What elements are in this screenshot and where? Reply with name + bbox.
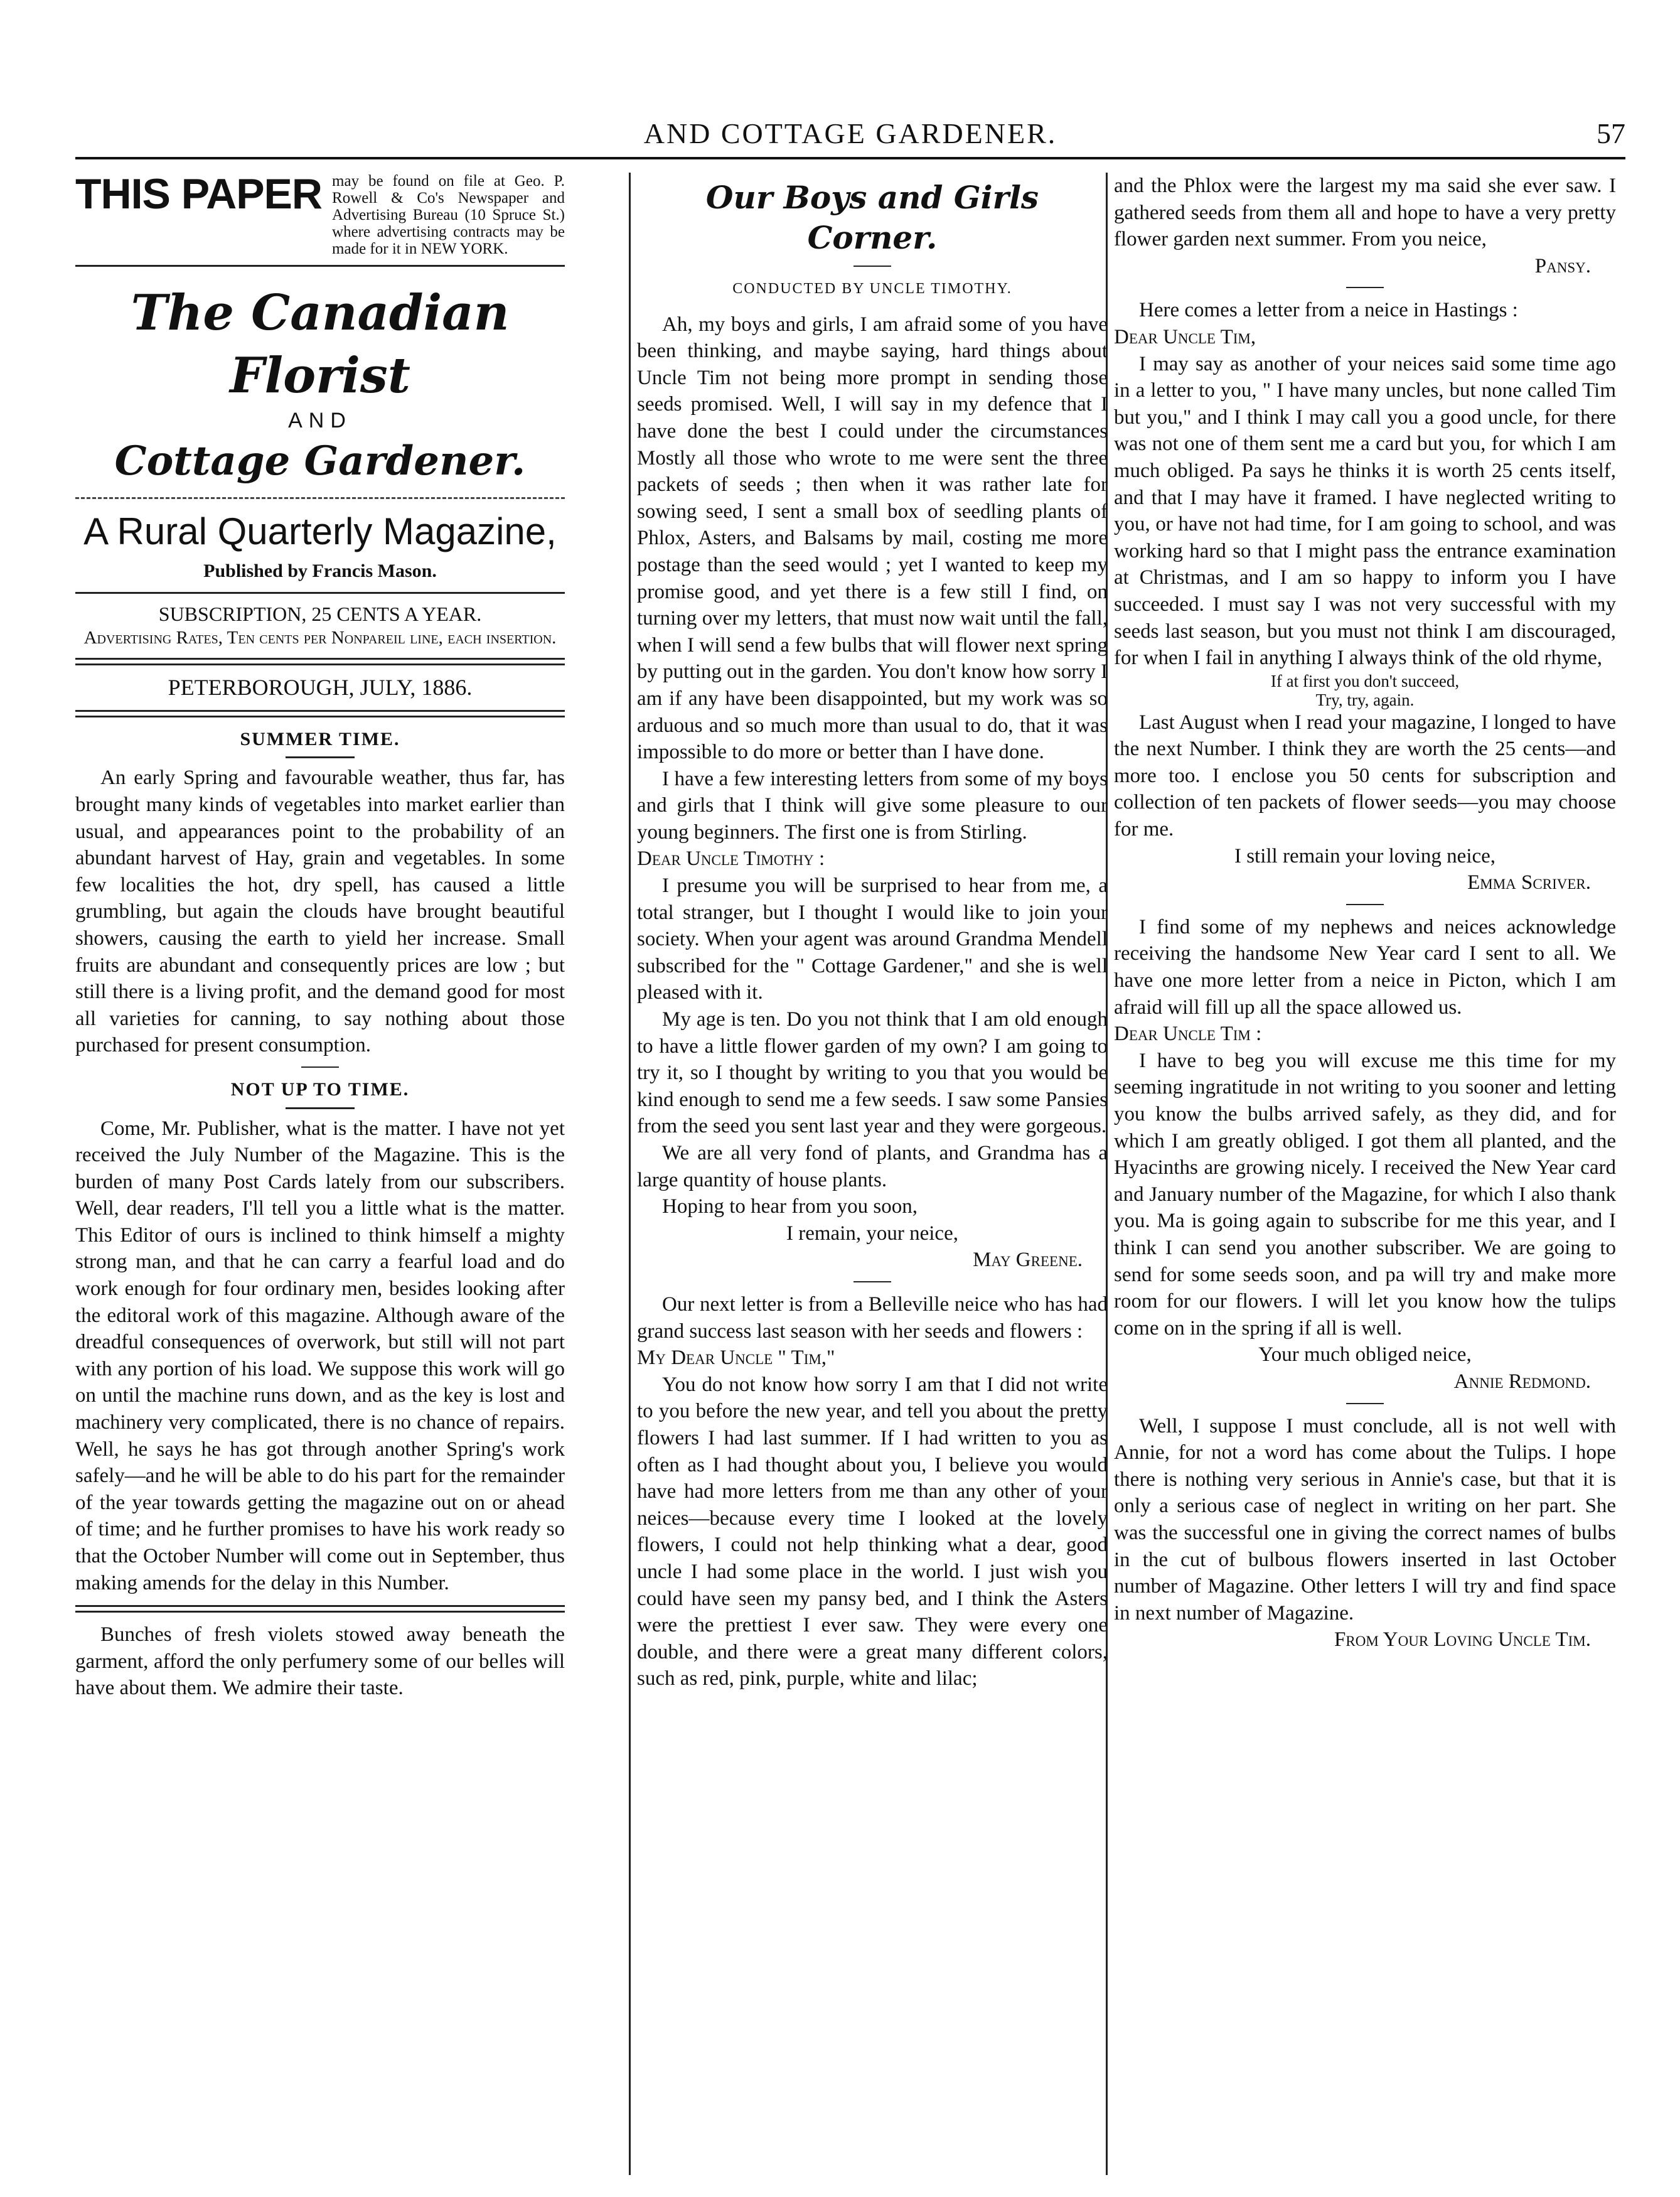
closing-signature: From Your Loving Uncle Tim. — [1334, 1628, 1591, 1652]
closing-line: I remain, your neice, — [786, 1222, 958, 1245]
running-title: AND COTTAGE GARDENER. — [643, 117, 1057, 149]
column-rule-1 — [629, 173, 631, 2175]
signature: May Greene. — [973, 1249, 1083, 1272]
short-rule — [286, 1107, 355, 1109]
paragraph: and the Phlox were the largest my ma said she ever saw. I gathered seeds from them all and hope to have a very pretty flower garden next summer. From you neice, — [1114, 175, 1616, 251]
paragraph: Ah, my boys and girls, I am afraid some of you have been thinking, and maybe saying, hard things about Uncle Tim not being more prompt in sending those seeds promised. Well, I will say in my defence that I have done the best I could under the circumstances Mostly all those who wrote to me were sent the three packets of seeds ; then when it was rather late for sowing seed, I sent a small box of seedling plants of Phlox, Asters, and Balsams by mail, costing me more postage than the seed would ; yet I wanted to keep my promise good, and yet there is a few still I find, on turning over my letters, that must now wait until the fall, when I will send a few bulbs that will flower next spring by putting out in the garden. You don't know how sorry I am if any have been disappointed, but my work was so arduous and so much more than usual to do, that it was impossible to do more or better than I have done. — [637, 313, 1108, 764]
summer-paragraph: An early Spring and favourable weather, thus far, has brought many kinds of vegetables into market earlier than usual, and appearances point to the probability of an abundant harvest of Hay, grain and vegetables. In some few localities the hot, dry spell, has caused a little grumbling, but again the clouds have brought beautiful showers, causing the earth to yield her increase. Small fruits are abundant and consequently prices are low ; but still there is a living profit, and the demand good for most all varieties for canning, to say nothing about those purchased for present consumption. — [75, 766, 565, 1057]
paragraph: My age is ten. Do you not think that I am old enough to have a little flower garden of my own? I am going to try it, so I thought by writing to you that you would be kind enough to send me a few seeds. I saw some Pansies from the seed you sent last year and they were gorgeous. — [637, 1008, 1108, 1138]
salutation: My Dear Uncle " Tim," — [637, 1346, 835, 1370]
short-rule — [853, 1281, 891, 1282]
subscription-line: SUBSCRIPTION, 25 CENTS A YEAR. — [158, 603, 482, 626]
signature: Annie Redmond. — [1453, 1370, 1591, 1393]
short-rule — [1346, 904, 1384, 905]
salutation: Dear Uncle Tim, — [1114, 325, 1256, 348]
column-2 — [637, 173, 1108, 2156]
bureau-notice — [75, 173, 565, 257]
short-rule — [286, 756, 355, 758]
masthead-subtitle: Cottage Gardener. — [114, 437, 526, 485]
paragraph: I have a few interesting letters from some of my boys and girls that I think will give some pleasure to our young beginners. The first one is from Stirling. — [637, 767, 1108, 844]
closing-line: Your much obliged neice, — [1258, 1343, 1472, 1367]
double-rule — [75, 658, 565, 665]
paragraph: We are all very fond of plants, and Grandma has a large quantity of house plants. — [637, 1142, 1108, 1191]
dateline: PETERBOROUGH, JULY, 1886. — [168, 675, 473, 701]
signature: Pansy. — [1534, 254, 1591, 277]
divider — [75, 592, 565, 594]
publisher-line: Published by Francis Mason. — [203, 560, 437, 581]
salutation: Dear Uncle Tim : — [1114, 1023, 1262, 1046]
violets-paragraph: Bunches of fresh violets stowed away beneath the garment, afford the only perfumery some of our belles will have about them. We admire their taste. — [75, 1623, 565, 1700]
paragraph: Our next letter is from a Belleville neice who has had grand success last season with her seeds and flowers : — [637, 1292, 1108, 1343]
masthead-title: The Canadian Florist — [131, 284, 510, 404]
short-rule — [853, 266, 891, 267]
signature: Emma Scriver. — [1467, 871, 1591, 894]
heading-summer-time: SUMMER TIME. — [240, 728, 400, 749]
rhyme-line: If at first you don't succeed, — [1270, 671, 1460, 690]
salutation: Dear Uncle Timothy : — [637, 847, 825, 871]
page-number: 57 — [1597, 117, 1625, 149]
paragraph: You do not know how sorry I am that I did not write to you before the new year, and tell you about the pretty flowers I had last summer. If I had written to you as often as I had thought about you, I believe you would have had more letters from me than any other of your neices—because every time I looked at the lovely flowers, I could not help thinking what a dear, good uncle I had some place in the world. I just wish you could have seen my pansy bed, and I think the Asters were the prettiest I ever saw. They were every one double, and there were a great many different colors, such as red, pink, purple, white and lilac; — [637, 1373, 1108, 1690]
column-3 — [1114, 173, 1616, 2156]
paragraph: Hoping to hear from you soon, — [662, 1195, 918, 1218]
rhyme-line: Try, try, again. — [1315, 690, 1415, 709]
double-rule — [75, 1605, 565, 1613]
short-rule — [1346, 1403, 1384, 1404]
column-1 — [75, 173, 565, 2156]
heading-not-up-to-time: NOT UP TO TIME. — [230, 1078, 410, 1100]
notice-text: may be found on file at Geo. P. Rowell & Co's Newspaper and Advertising Bureau (10 Spruce St.) where advertising contracts may be made for it in NEW YORK. — [332, 173, 565, 257]
short-rule — [301, 1066, 339, 1068]
notice-headline: THIS PAPER — [75, 173, 323, 218]
paragraph: I find some of my nephews and neices acknowledge receiving the handsome New Year card I sent to all. We have one more letter from a neice in Picton, which I am afraid will fill up all the space allowed us. — [1114, 915, 1616, 1019]
not-up-to-time-paragraph: Come, Mr. Publisher, what is the matter. I have not yet received the July Number of the Magazine. This is the burden of many Post Cards lately from our subscribers. Well, dear readers, I'll tell you a little what is the matter. This Editor of ours is inclined to think himself a mighty strong man, and that he can carry a fearful load and do work enough for four ordinary men, besides looking after the editoral work of this magazine. Although aware of the dreadful consequences of overwork, but still will not part with any portion of his load. We suppose this work will go on until the machine runs down, and as the key is lost and machinery very complicated, there is no chance of repairs. Well, he says he has got through another Spring's work safely—and he will be able to do his part for the remainder of the year towards getting the magazine out on or ahead of time; and he further promises to have his work ready so that the October Number will come out in September, thus making amends for the delay in this Number. — [75, 1117, 565, 1594]
magazine-tagline: A Rural Quarterly Magazine, — [83, 510, 557, 552]
ornamental-rule — [75, 497, 565, 499]
paragraph: I may say as another of your neices said some time ago in a letter to you, " I have many uncles, but none called Tim but you," and I think I may call you a good uncle, for there was not one of them sent me a card but you, for which I am much obliged. Pa says he thinks it is worth 25 cents itself, and that I may have it framed. I have neglected writing to you, or have not had time, for I am going to school, and was working hard so that I might pass the entrance examination at Christmas, and I am so happy to inform you I have succeeded. I must say I was not very successful with my seeds last season, but you must not think I am discouraged, for when I fail in anything I always think of the old rhyme, — [1114, 352, 1616, 670]
short-rule — [1346, 287, 1384, 288]
running-header — [75, 113, 1625, 159]
paragraph: I presume you will be surprised to hear from me, a total stranger, but I thought I would like to join your society. When your agent was around Grandma Mendell subscribed for the " Cottage Gardener," and she is well pleased with it. — [637, 874, 1108, 1004]
paragraph: Well, I suppose I must conclude, all is not well with Annie, for not a word has come about the Tulips. I hope there is nothing very serious in Annie's case, but that it is only a serious case of neglect in writing on her part. She was the successful one in giving the correct names of bulbs in the cut of bulbous flowers inserted in last October number of Magazine. Other letters I will try and find space in next number of Magazine. — [1114, 1414, 1616, 1625]
advertising-rates: Advertising Rates, Ten cents per Nonpareil line, each insertion. — [83, 628, 557, 648]
conducted-by: CONDUCTED BY UNCLE TIMOTHY. — [732, 281, 1012, 297]
divider — [75, 265, 565, 267]
paragraph: Here comes a letter from a neice in Hastings : — [1139, 299, 1518, 322]
closing-line: I still remain your loving neice, — [1234, 844, 1496, 868]
paragraph: I have to beg you will excuse me this time for my seeming ingratitude in not writing to you sooner and letting you know the bulbs arrived safely, as they did, and for which I am greatly obliged. I got them all planted, and the Hyacinths are growing nicely. I received the New Year card and January number of the Magazine, for which I also thank you. Ma is going again to subscribe for me this year, and I think I can send you another subscriber. We are going to send for some seeds soon, and pa will try and make more room for our flowers. I will let you know how the tulips come on in the spring if all is well. — [1114, 1049, 1616, 1340]
paragraph: Last August when I read your magazine, I longed to have the next Number. I think they are worth the 25 cents—and more too. I enclose you 50 cents for subscription and collection of ten packets of flower seeds—you may choose for me. — [1114, 711, 1616, 841]
corner-title: Our Boys and Girls Corner. — [705, 179, 1039, 256]
double-rule — [75, 710, 565, 717]
masthead-and: AND — [288, 409, 352, 432]
